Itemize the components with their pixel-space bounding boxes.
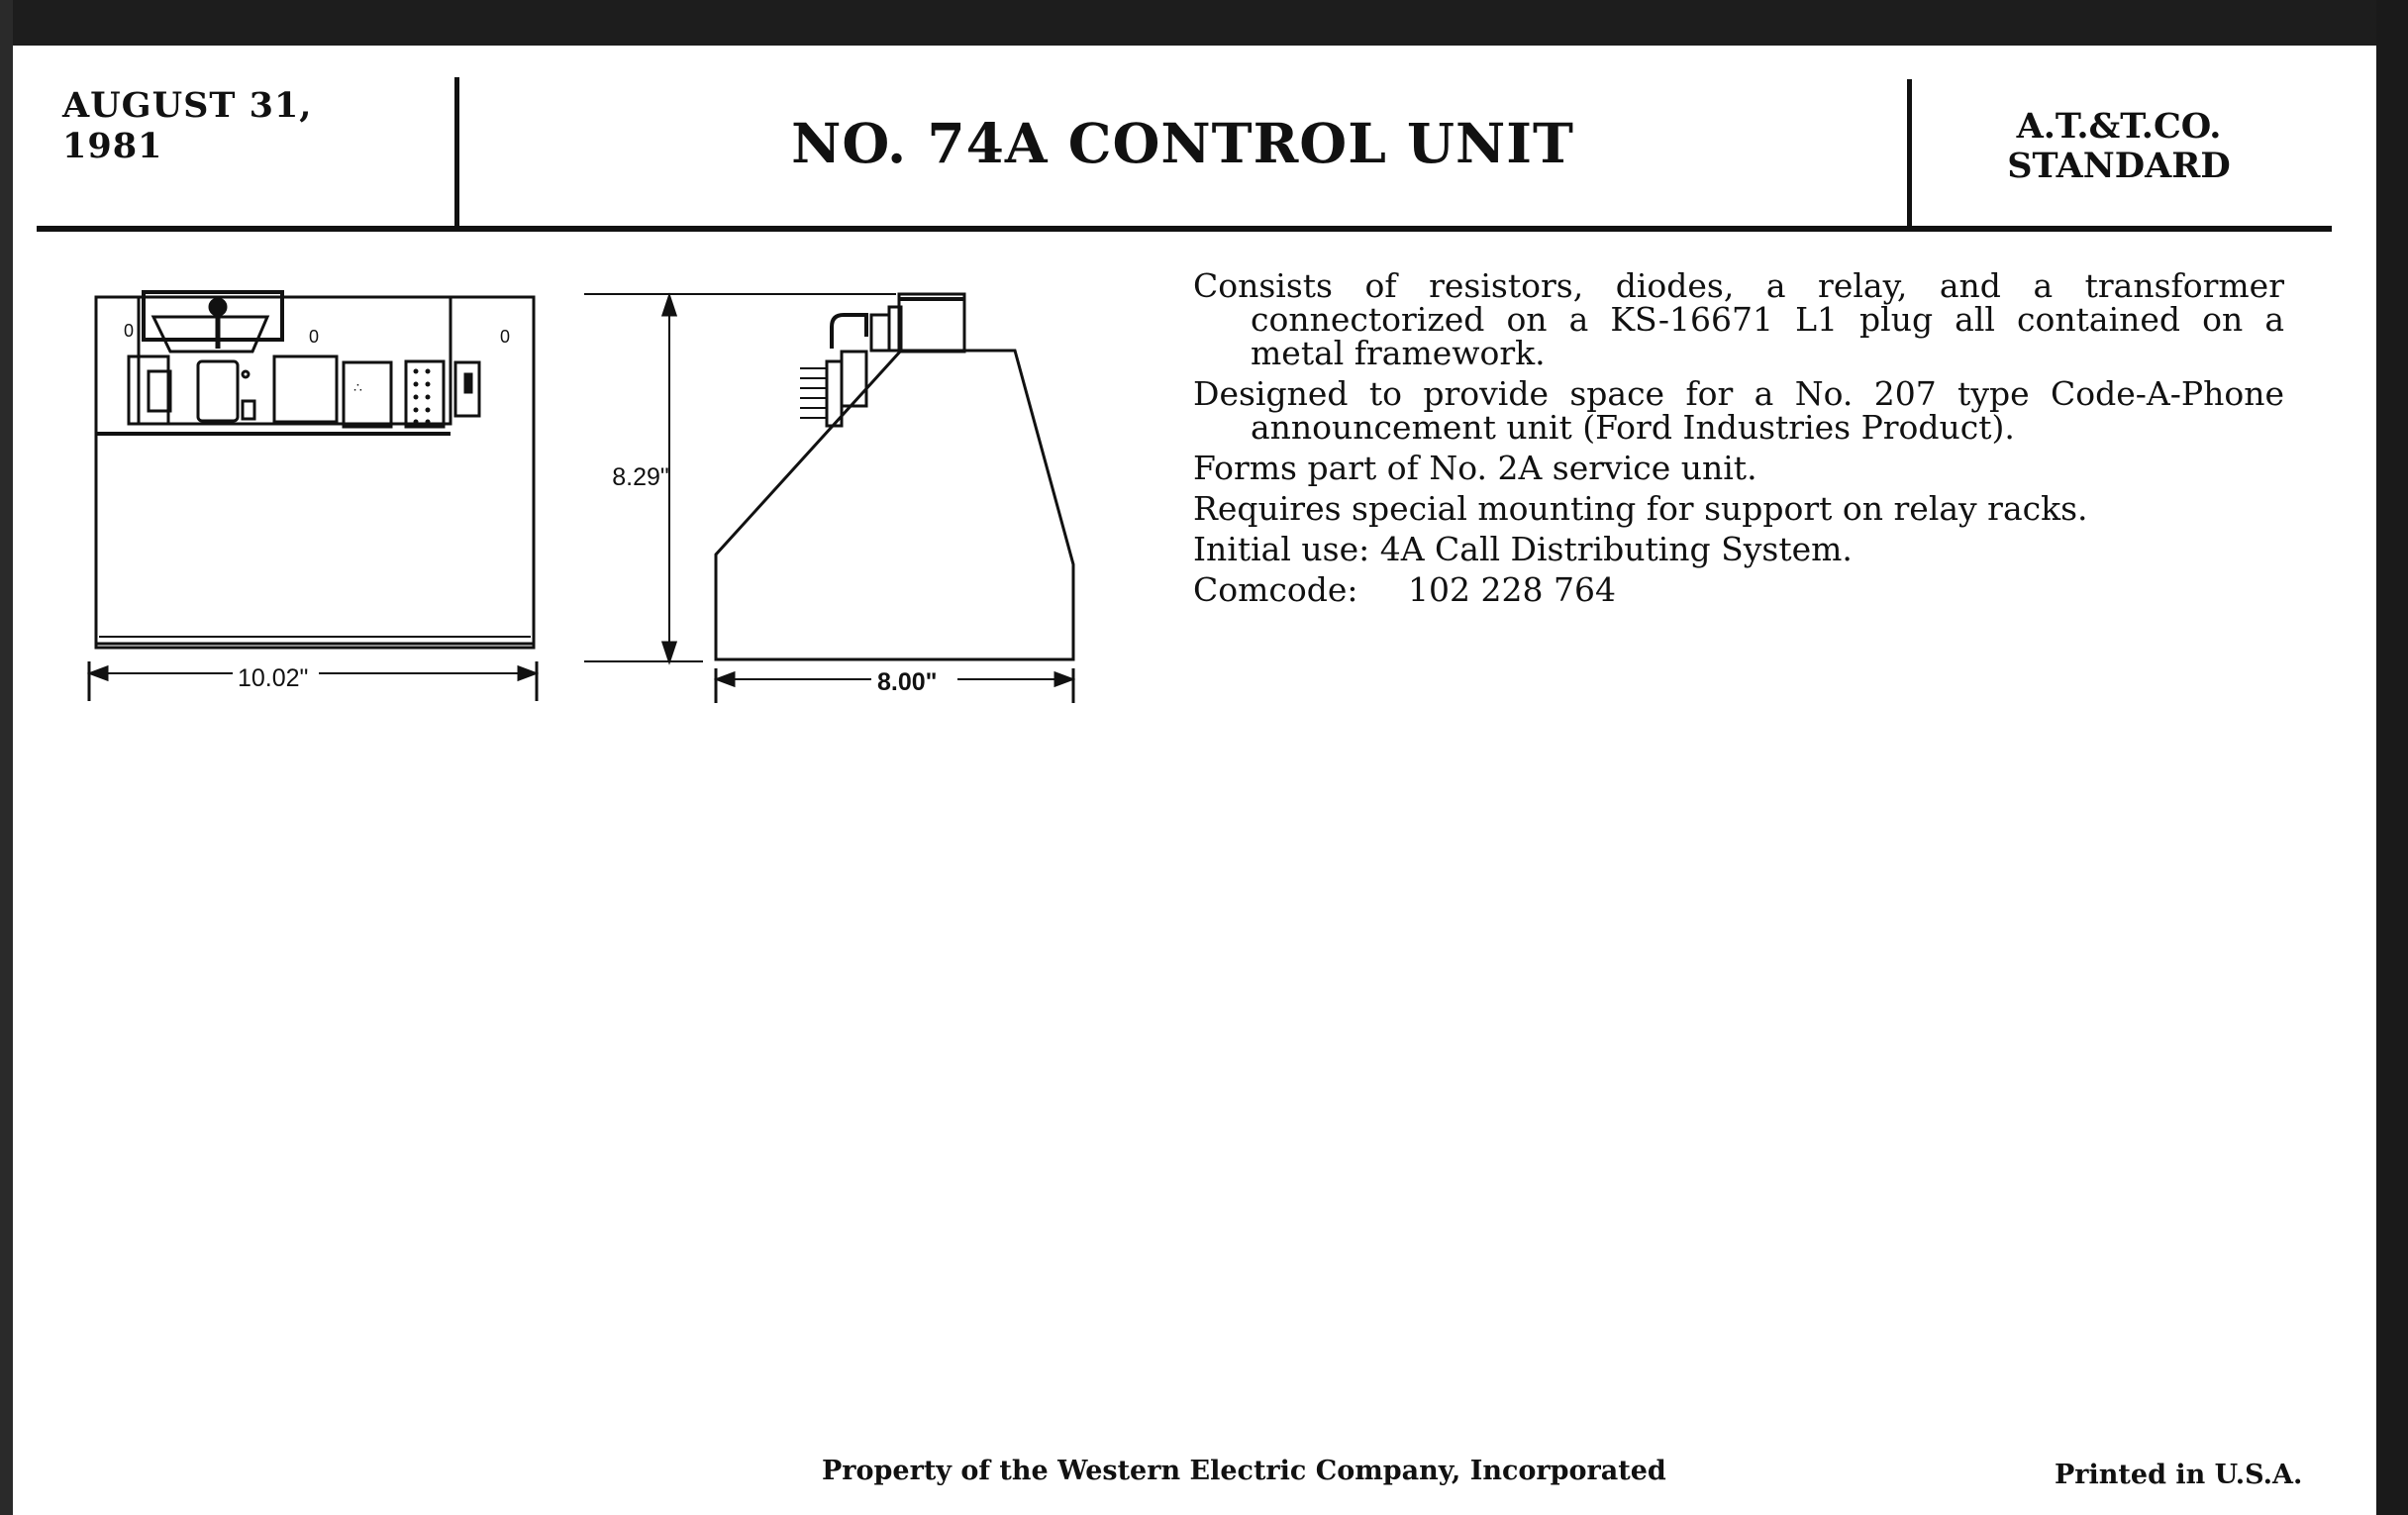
svg-text:0: 0 [500, 327, 511, 347]
description-item: Designed to provide space for a No. 207 type Code-A-Phone announcement unit (Ford Industries Product). [1193, 374, 2284, 447]
side-depth-dimension: 8.00" [877, 668, 938, 696]
document-date: AUGUST 31, 1981 [62, 85, 313, 166]
printed-notice: Printed in U.S.A. [2055, 1460, 2303, 1490]
plug-component [274, 356, 337, 422]
standard-label [1911, 107, 2327, 186]
svg-text:∴: ∴ [353, 380, 362, 396]
transformer-component [198, 361, 238, 421]
svg-text:0: 0 [309, 327, 320, 347]
side-profile-outline [716, 351, 1073, 659]
comcode-label: Comcode: [1193, 570, 1358, 609]
side-height-dimension: 8.29" [612, 463, 669, 491]
front-view [89, 292, 537, 701]
standard-line-2: STANDARD [2007, 146, 2231, 186]
standard-line-1: A.T.&T.CO. [2016, 106, 2222, 147]
description-item: Consists of resistors, diodes, a relay, and a transformer connectorized on a KS-16671 L1 plug all contained on a metal framework. [1193, 266, 2284, 372]
svg-text:0: 0 [124, 321, 135, 341]
front-panel-outline [96, 297, 534, 648]
side-connector [899, 294, 964, 352]
front-width-dimension: 10.02" [238, 664, 309, 692]
comcode [1193, 570, 2284, 609]
page-title: NO. 74A CONTROL UNIT [791, 111, 1574, 175]
comcode-value: 102 228 764 [1408, 570, 1616, 609]
technical-drawing [0, 0, 1139, 733]
description-block [1193, 266, 2284, 609]
resistor-block [344, 362, 391, 427]
description-item: Requires special mounting for support on relay racks. [1193, 489, 2088, 528]
diode-array [406, 361, 444, 427]
side-view [584, 294, 1073, 703]
scan-right-border [2376, 0, 2408, 1515]
description-item: Initial use: 4A Call Distributing System. [1193, 530, 1853, 568]
property-notice: Property of the Western Electric Company, Incorporated [822, 1456, 1666, 1486]
description-item: Forms part of No. 2A service unit. [1193, 449, 1757, 487]
